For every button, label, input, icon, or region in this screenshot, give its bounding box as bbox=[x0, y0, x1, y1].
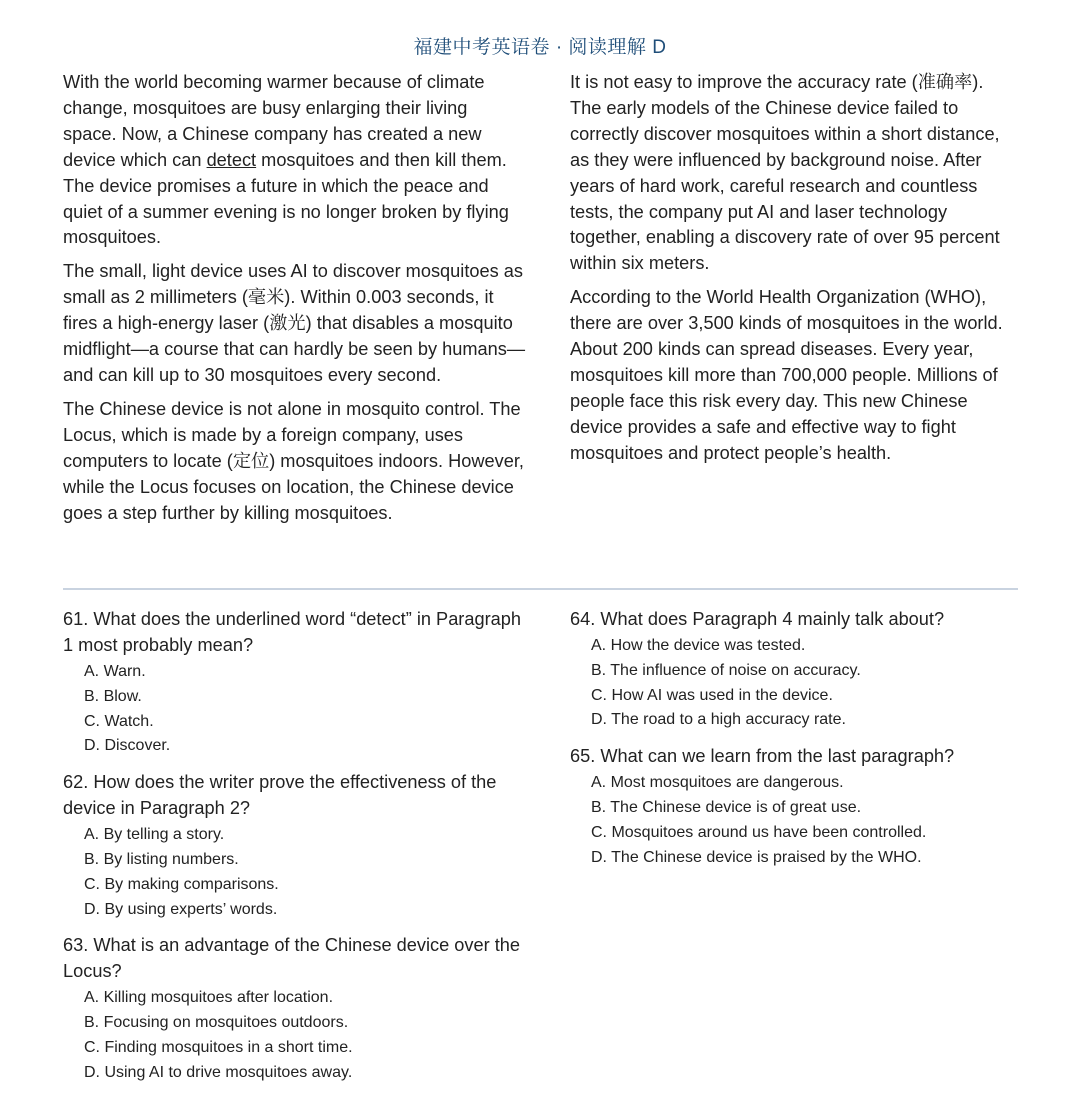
passage-paragraph-5: According to the World Health Organization (WHO), there are over 3,500 kinds of mosquitoes in the world. About 200 kinds can spread diseases. Every year, mosquitoes kill more than 700,000 people. Millions of people face this risk every day. This new Chinese device provides a safe and effective way to fight mosquitoes and protect people’s health. bbox=[570, 287, 1003, 463]
paragraph-1-text-start: With the world becoming warmer because of climate change, mosquitoes are busy enlarging their living space. Now, a Chinese company has created a new device which can bbox=[63, 72, 485, 170]
question-stem: 65. What can we learn from the last paragraph? bbox=[570, 746, 955, 767]
option-c: C. Finding mosquitoes in a short time. bbox=[84, 1038, 353, 1056]
option-d: D. By using experts’ words. bbox=[84, 900, 278, 918]
option-a: A. Warn. bbox=[84, 663, 146, 680]
option-a: A. How the device was tested. bbox=[591, 637, 806, 654]
option-b: B. By listing numbers. bbox=[84, 850, 239, 868]
questions-column-right bbox=[570, 606, 1018, 1096]
option-c: C. Mosquitoes around us have been controlled. bbox=[591, 823, 927, 841]
option-a: A. Most mosquitoes are dangerous. bbox=[591, 774, 844, 792]
option-b: B. Focusing on mosquitoes outdoors. bbox=[84, 1014, 349, 1032]
passage-paragraph-1 bbox=[63, 70, 525, 251]
passage-column-left bbox=[63, 70, 525, 534]
option-c: C. Watch. bbox=[84, 712, 154, 730]
option-b: B. The Chinese device is of great use. bbox=[591, 798, 862, 816]
option-a: A. Killing mosquitoes after location. bbox=[84, 989, 334, 1007]
passage-column-right bbox=[570, 70, 1018, 534]
page-title: 福建中考英语卷 · 阅读理解 D bbox=[413, 37, 667, 58]
answer-options bbox=[570, 771, 1018, 870]
paragraph-1-text-end: mosquitoes and then kill them. The device promises a future in which the peace and quiet of a summer evening is no longer broken by flying mosquitoes. bbox=[63, 149, 509, 248]
question-stem: 64. What does Paragraph 4 mainly talk about? bbox=[570, 609, 945, 629]
question-61 bbox=[63, 606, 525, 759]
question-stem: 61. What does the underlined word “detect” in Paragraph 1 most probably mean? bbox=[63, 609, 521, 655]
question-63 bbox=[63, 932, 525, 1085]
passage-paragraph-3: The Chinese device is not alone in mosquito control. The Locus, which is made by a foreign company, uses computers to locate (定位) mosquitoes indoors. However, while the Locus focuses on location, the Chinese device goes a step further by killing mosquitoes. bbox=[63, 398, 524, 523]
option-b: B. Blow. bbox=[84, 687, 142, 705]
option-d: D. Discover. bbox=[84, 737, 171, 755]
question-62 bbox=[63, 769, 525, 922]
question-stem: 62. How does the writer prove the effectiveness of the device in Paragraph 2? bbox=[63, 772, 497, 819]
reading-passage bbox=[63, 70, 1018, 534]
question-stem: 63. What is an advantage of the Chinese device over the Locus? bbox=[63, 935, 520, 982]
answer-options bbox=[63, 660, 525, 759]
option-a: A. By telling a story. bbox=[84, 826, 225, 844]
passage-paragraph-4: It is not easy to improve the accuracy rate (准确率). The early models of the Chinese device failed to correctly discover mosquitoes within a short distance, as they were influenced by background noise. After years of hard work, careful research and countless tests, the company put AI and laser technology together, enabling a discovery rate of over 95 percent within six meters. bbox=[570, 72, 1000, 274]
option-c: C. How AI was used in the device. bbox=[591, 686, 833, 704]
passage-paragraph-2: The small, light device uses AI to discover mosquitoes as small as 2 millimeters (毫米). Within 0.003 seconds, it fires a high-energy laser (激光) that disables a mosquito midflight—a course that can hardly be seen by humans—and can kill up to 30 mosquitoes every second. bbox=[63, 261, 526, 385]
question-64 bbox=[570, 606, 1018, 733]
option-b: B. The influence of noise on accuracy. bbox=[591, 661, 861, 679]
answer-options bbox=[63, 823, 525, 922]
option-d: D. Using AI to drive mosquitoes away. bbox=[84, 1063, 353, 1081]
option-c: C. By making comparisons. bbox=[84, 875, 279, 893]
question-65 bbox=[570, 743, 1018, 870]
underlined-word-detect: detect bbox=[206, 149, 257, 170]
option-d: D. The road to a high accuracy rate. bbox=[591, 711, 846, 729]
option-d: D. The Chinese device is praised by the WHO. bbox=[591, 848, 922, 866]
answer-options bbox=[570, 634, 1018, 733]
questions-column-left bbox=[63, 606, 525, 1096]
questions-section bbox=[63, 606, 1018, 1096]
answer-options bbox=[63, 986, 525, 1085]
section-divider bbox=[63, 588, 1018, 590]
